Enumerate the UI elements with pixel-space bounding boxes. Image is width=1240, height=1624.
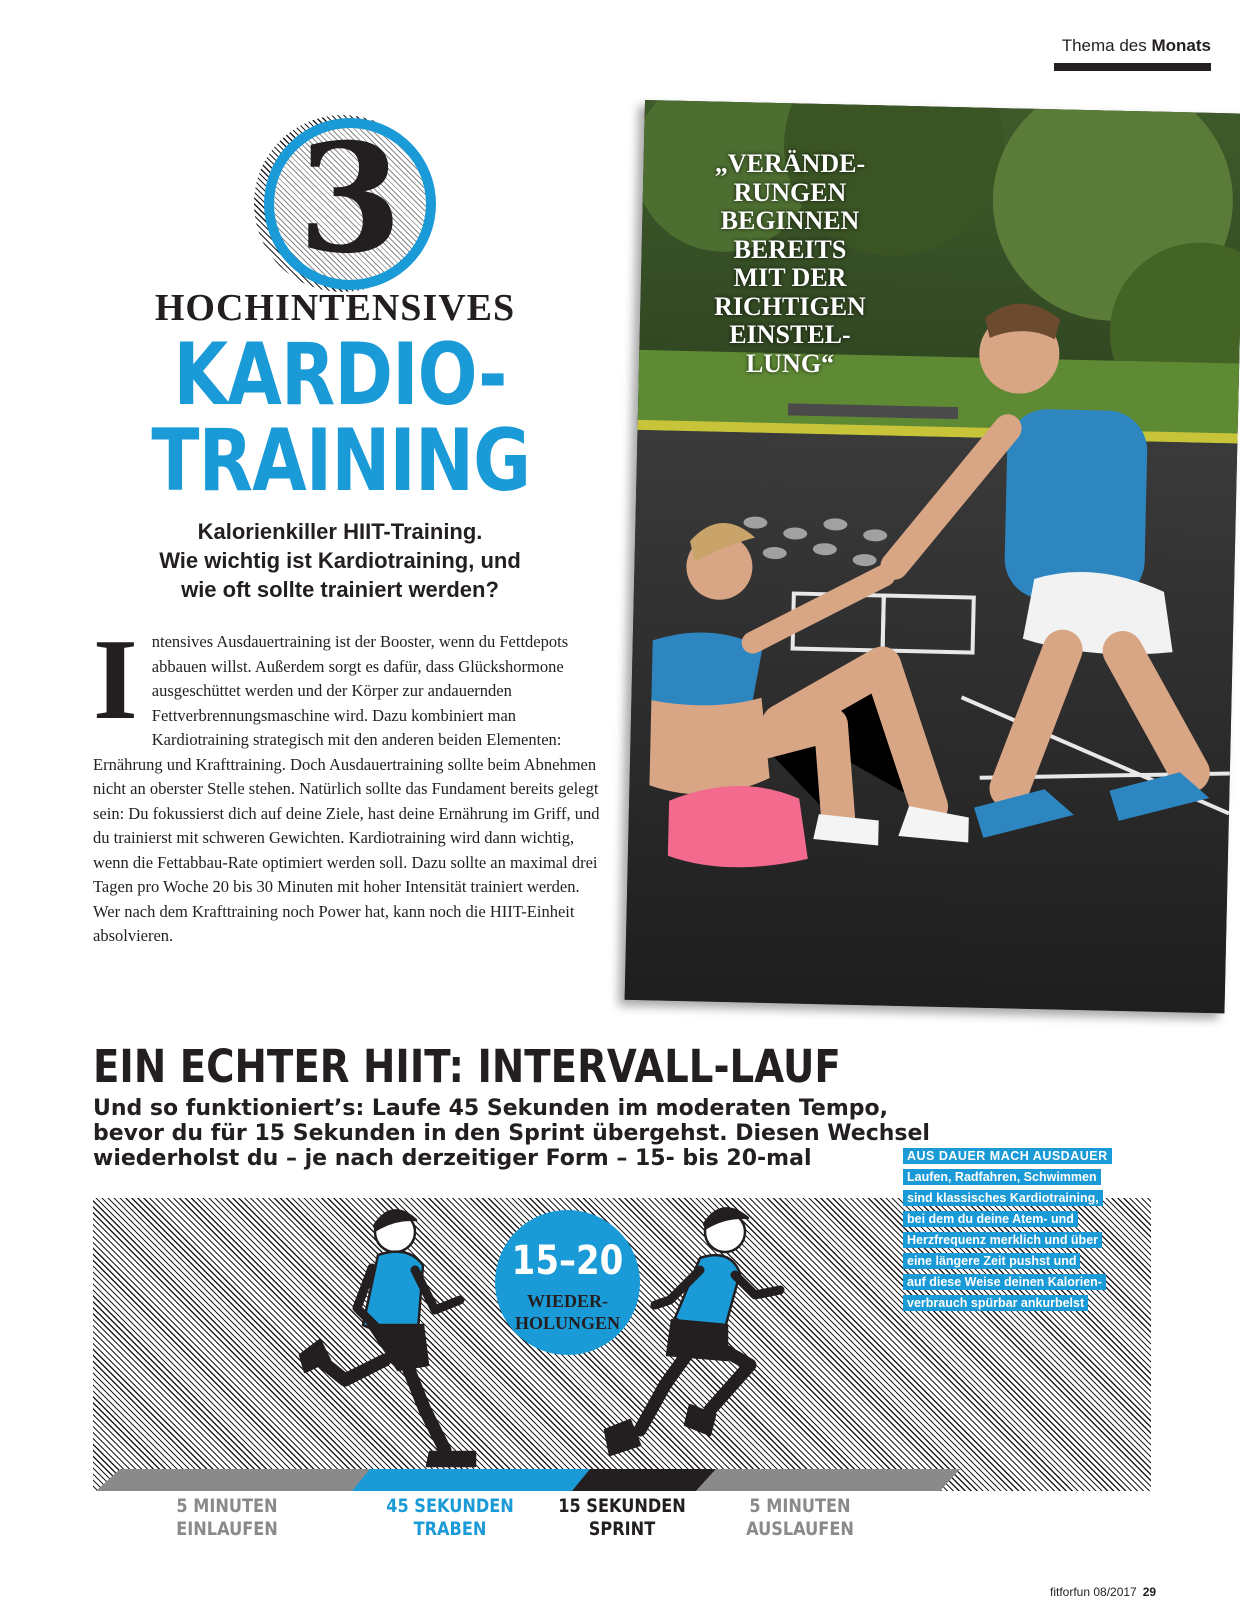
info-box-title: AUS DAUER MACH AUSDAUER xyxy=(903,1148,1112,1164)
info-box-line: Herzfrequenz merklich und über xyxy=(903,1232,1102,1248)
subtitle-line2: Wie wichtig ist Kardiotraining, und xyxy=(159,548,521,573)
subtitle-line1: Kalorienkiller HIIT-Training. xyxy=(197,519,483,544)
quote-line: EINSTEL- xyxy=(729,320,851,349)
info-box-line: verbrauch spürbar ankurbelst xyxy=(903,1295,1088,1311)
phase-label-cooldown xyxy=(732,1495,868,1541)
info-box-line: eine längere Zeit pushst und xyxy=(903,1253,1080,1269)
article-kicker: HOCHINTENSIVES xyxy=(154,287,516,329)
phase-label-jog xyxy=(382,1495,518,1541)
phase-bar-cooldown xyxy=(696,1469,960,1491)
reps-label-line2: HOLUNGEN xyxy=(514,1313,620,1333)
phase-label-line1: 15 SEKUNDEN xyxy=(558,1495,686,1517)
magazine-issue: fitforfun 08/2017 xyxy=(1050,1585,1137,1599)
info-box xyxy=(903,1146,1123,1314)
quote-line: „VERÄNDE- xyxy=(714,149,866,178)
hiit-title: EIN ECHTER HIIT: INTERVALL-LAUF xyxy=(93,1040,841,1093)
drop-cap: I xyxy=(93,616,138,743)
section-label: Thema des xyxy=(1061,36,1147,55)
phase-bar-jog xyxy=(352,1469,600,1491)
quote-line: RICHTIGEN xyxy=(714,291,866,321)
page-footer xyxy=(1050,1585,1156,1599)
info-box-line: sind klassisches Kardiotraining, xyxy=(903,1190,1103,1206)
phase-label-line2: TRABEN xyxy=(413,1518,487,1540)
info-box-line: auf diese Weise deinen Kalorien- xyxy=(903,1274,1106,1290)
quote-line: BEREITS xyxy=(733,234,847,264)
page-number: 29 xyxy=(1142,1585,1157,1599)
subtitle-line3: wie oft sollte trainiert werden? xyxy=(181,577,499,602)
hiit-subtitle-line2: bevor du für 15 Sekunden in den Sprint übergehst. Diesen Wechsel xyxy=(93,1121,930,1146)
reps-label-line1: WIEDER- xyxy=(526,1291,608,1311)
hiit-subtitle-line1: Und so funktioniert’s: Laufe 45 Sekunden im moderaten Tempo, xyxy=(93,1096,888,1121)
phase-label-line1: 5 MINUTEN xyxy=(176,1495,278,1517)
phase-label-warmup xyxy=(159,1495,295,1541)
jogger-icon xyxy=(300,1210,475,1466)
reps-number: 15–20 xyxy=(511,1238,624,1284)
phase-bars xyxy=(96,1469,960,1491)
body-text: ntensives Ausdauertraining ist der Booster, wenn du Fettdepots abbauen willst. Außerdem sorgt es dafür, dass Glückshormone ausgeschüttet werden und der Körper zur andauernden Fettverbrennungsmaschine wird. Dazu kombiniert man Kardiotraining strategisch mit den anderen beiden Elementen: Ernährung und Krafttraining. Doch Ausdauertraining sollte beim Abnehmen nicht an oberster Stelle stehen. Natürlich sollte das Fundament bereits gelegt sein: Du fokussierst dich auf deine Ziele, hast deine Ernährung im Griff, und du trainierst mit schweren Gewichten. Kardiotraining wird dann wichtig, wenn die Fettabbau-Rate optimiert werden soll. Dazu sollte an maximal drei Tagen pro Woche 20 bis 30 Minuten mit hoher Intensität trainiert werden. Wer nach dem Krafttraining noch Power hat, kann noch die HIIT-Einheit absolvieren. xyxy=(93,632,600,945)
badge-number: 3 xyxy=(297,111,403,287)
quote-line: LUNG“ xyxy=(745,348,835,378)
section-label-bold: Monats xyxy=(1151,36,1211,55)
quote-line: MIT DER xyxy=(733,263,847,292)
phase-bar-sprint xyxy=(572,1469,716,1491)
phase-label-line2: SPRINT xyxy=(588,1518,656,1540)
phase-bar-warmup xyxy=(96,1469,378,1491)
info-box-line: bei dem du deine Atem- und xyxy=(903,1211,1078,1227)
phase-label-line1: 5 MINUTEN xyxy=(749,1495,851,1517)
phase-label-line2: AUSLAUFEN xyxy=(746,1518,854,1540)
phase-label-sprint xyxy=(554,1495,690,1541)
quote-line: BEGINNEN xyxy=(720,206,860,235)
phase-label-line2: EINLAUFEN xyxy=(176,1518,278,1540)
info-box-line: Laufen, Radfahren, Schwimmen xyxy=(903,1169,1101,1185)
article-title-line2: TRAINING xyxy=(151,411,531,511)
phase-label-line1: 45 SEKUNDEN xyxy=(386,1495,514,1517)
hiit-subtitle-line3: wiederholst du – je nach derzeitiger Form – 15- bis 20-mal xyxy=(93,1146,812,1171)
reps-label xyxy=(495,1290,640,1334)
article-title-line1: KARDIO- xyxy=(173,325,507,425)
quote-line: RUNGEN xyxy=(733,177,847,207)
